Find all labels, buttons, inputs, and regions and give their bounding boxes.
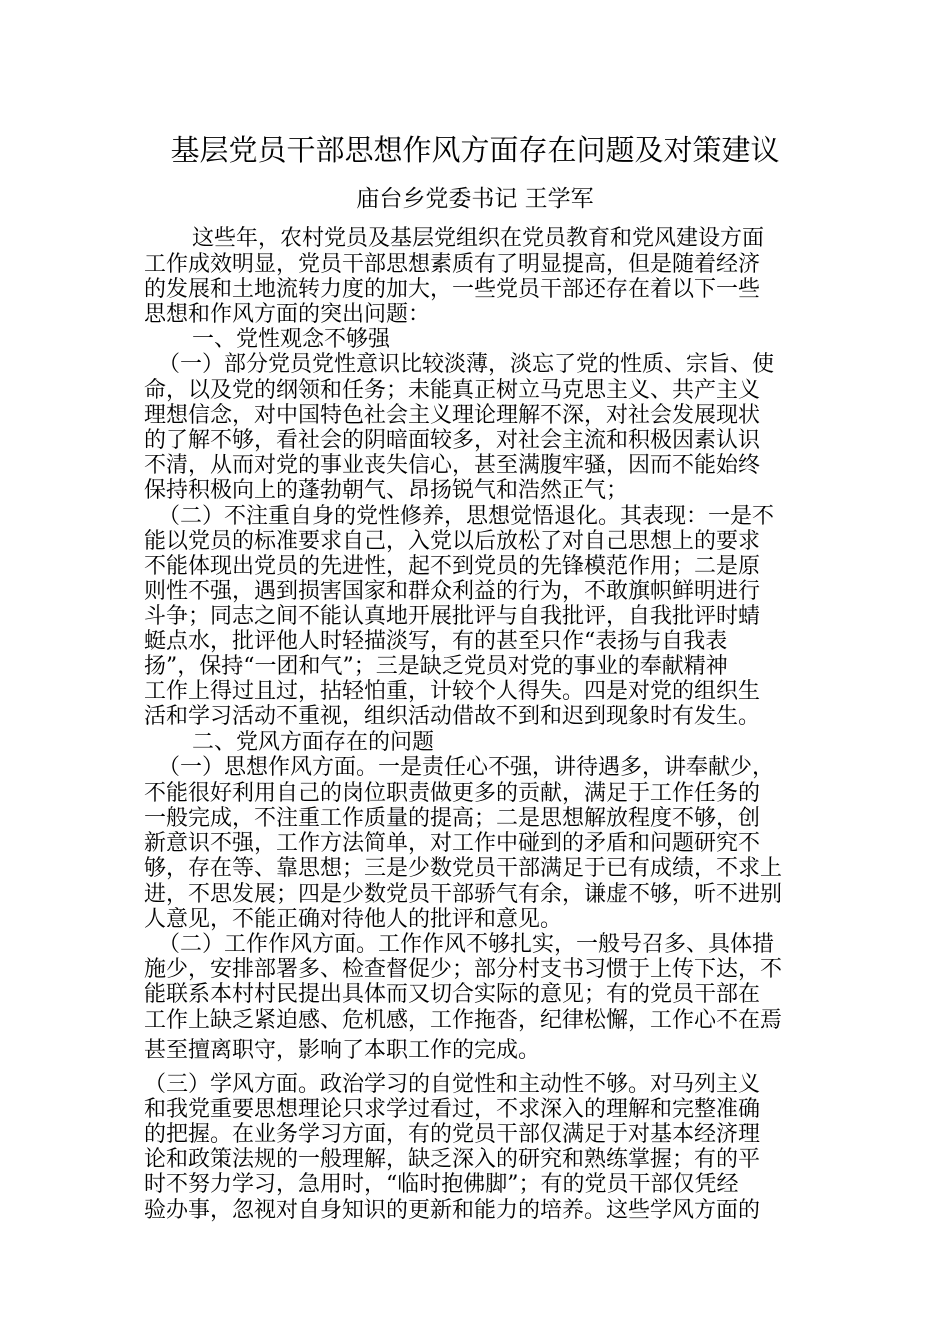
body-line: 不清，从而对党的事业丧失信心，甚至满腹牢骚，因而不能始终 [144, 453, 761, 478]
body-line: （三）学风方面。政治学习的自觉性和主动性不够。对马列主义 [144, 1072, 761, 1097]
body-line: 保持积极向上的蓬勃朝气、昂扬锐气和浩然正气； [144, 478, 629, 503]
body-line: 甚至擅离职守，影响了本职工作的完成。 [144, 1038, 541, 1063]
body-line: （一）思想作风方面。一是责任心不强，讲待遇多，讲奉献少， [158, 755, 775, 780]
body-line: 扬”，保持“一团和气”；三是缺乏党员对党的事业的奉献精神 [144, 654, 728, 679]
body-line: 时不努力学习，急用时，“临时抱佛脚”；有的党员干部仅凭经 [144, 1172, 739, 1197]
body-line: 则性不强，遇到损害国家和群众利益的行为，不敢旗帜鲜明进行 [144, 579, 761, 604]
body-line: 不能很好利用自己的岗位职责做更多的贡献，满足于工作任务的 [144, 781, 761, 806]
body-line: 进，不思发展；四是少数党员干部骄气有余，谦虚不够，听不进别 [144, 882, 783, 907]
body-line: 理想信念，对中国特色社会主义理论理解不深，对社会发展现状 [144, 403, 761, 428]
body-line: 能联系本村村民提出具体而又切合实际的意见；有的党员干部在 [144, 982, 761, 1007]
body-line: 能以党员的标准要求自己，入党以后放松了对自己思想上的要求 [144, 529, 761, 554]
body-line: 的把握。在业务学习方面，有的党员干部仅满足于对基本经济理 [144, 1122, 761, 1147]
body-line: 论和政策法规的一般理解，缺乏深入的研究和熟练掌握；有的平 [144, 1147, 761, 1172]
body-line: 的发展和土地流转力度的加大，一些党员干部还存在着以下一些 [144, 277, 761, 302]
body-line: （二）工作作风方面。工作作风不够扎实，一般号召多、具体措 [158, 932, 775, 957]
body-line: 验办事，忽视对自身知识的更新和能力的培养。这些学风方面的 [144, 1198, 761, 1223]
body-line: 和我党重要思想理论只求学过看过，不求深入的理解和完整准确 [144, 1097, 761, 1122]
document-title: 基层党员干部思想作风方面存在问题及对策建议 [170, 133, 780, 167]
body-line: （二）不注重自身的党性修养，思想觉悟退化。其表现：一是不 [158, 504, 775, 529]
body-line: 命，以及党的纲领和任务；未能真正树立马克思主义、共产主义 [144, 378, 761, 403]
body-line: 施少，安排部署多、检查督促少；部分村支书习惯于上传下达，不 [144, 957, 783, 982]
body-line: 够，存在等、靠思想；三是少数党员干部满足于已有成绩，不求上 [144, 856, 783, 881]
body-line: （一）部分党员党性意识比较淡薄，淡忘了党的性质、宗旨、使 [158, 352, 775, 377]
body-line: 一、党性观念不够强 [170, 327, 391, 352]
body-line: 的了解不够，看社会的阴暗面较多，对社会主流和积极因素认识 [144, 428, 761, 453]
body-line: 活和学习活动不重视，组织活动借故不到和迟到现象时有发生。 [144, 704, 761, 729]
body-line: 工作上缺乏紧迫感、危机感，工作拖沓，纪律松懈，工作心不在焉 [144, 1008, 783, 1033]
body-line: 蜓点水，批评他人时轻描淡写，有的甚至只作“表扬与自我表 [144, 629, 728, 654]
body-line: 不能体现出党员的先进性，起不到党员的先锋模范作用；二是原 [144, 554, 761, 579]
body-line: 人意见，不能正确对待他人的批评和意见。 [144, 907, 563, 932]
body-line: 斗争；同志之间不能认真地开展批评与自我批评，自我批评时蜻 [144, 604, 761, 629]
body-line: 工作上得过且过，拈轻怕重，计较个人得失。四是对党的组织生 [144, 679, 761, 704]
body-line: 思想和作风方面的突出问题： [144, 302, 431, 327]
body-line: 二、党风方面存在的问题 [170, 730, 435, 755]
body-line: 这些年，农村党员及基层党组织在党员教育和党风建设方面 [170, 226, 765, 251]
document-author: 庙台乡党委书记 王学军 [356, 186, 594, 212]
body-line: 一般完成，不注重工作质量的提高；二是思想解放程度不够，创 [144, 806, 761, 831]
body-line: 新意识不强，工作方法简单，对工作中碰到的矛盾和问题研究不 [144, 831, 761, 856]
body-line: 工作成效明显，党员干部思想素质有了明显提高，但是随着经济 [144, 252, 761, 277]
